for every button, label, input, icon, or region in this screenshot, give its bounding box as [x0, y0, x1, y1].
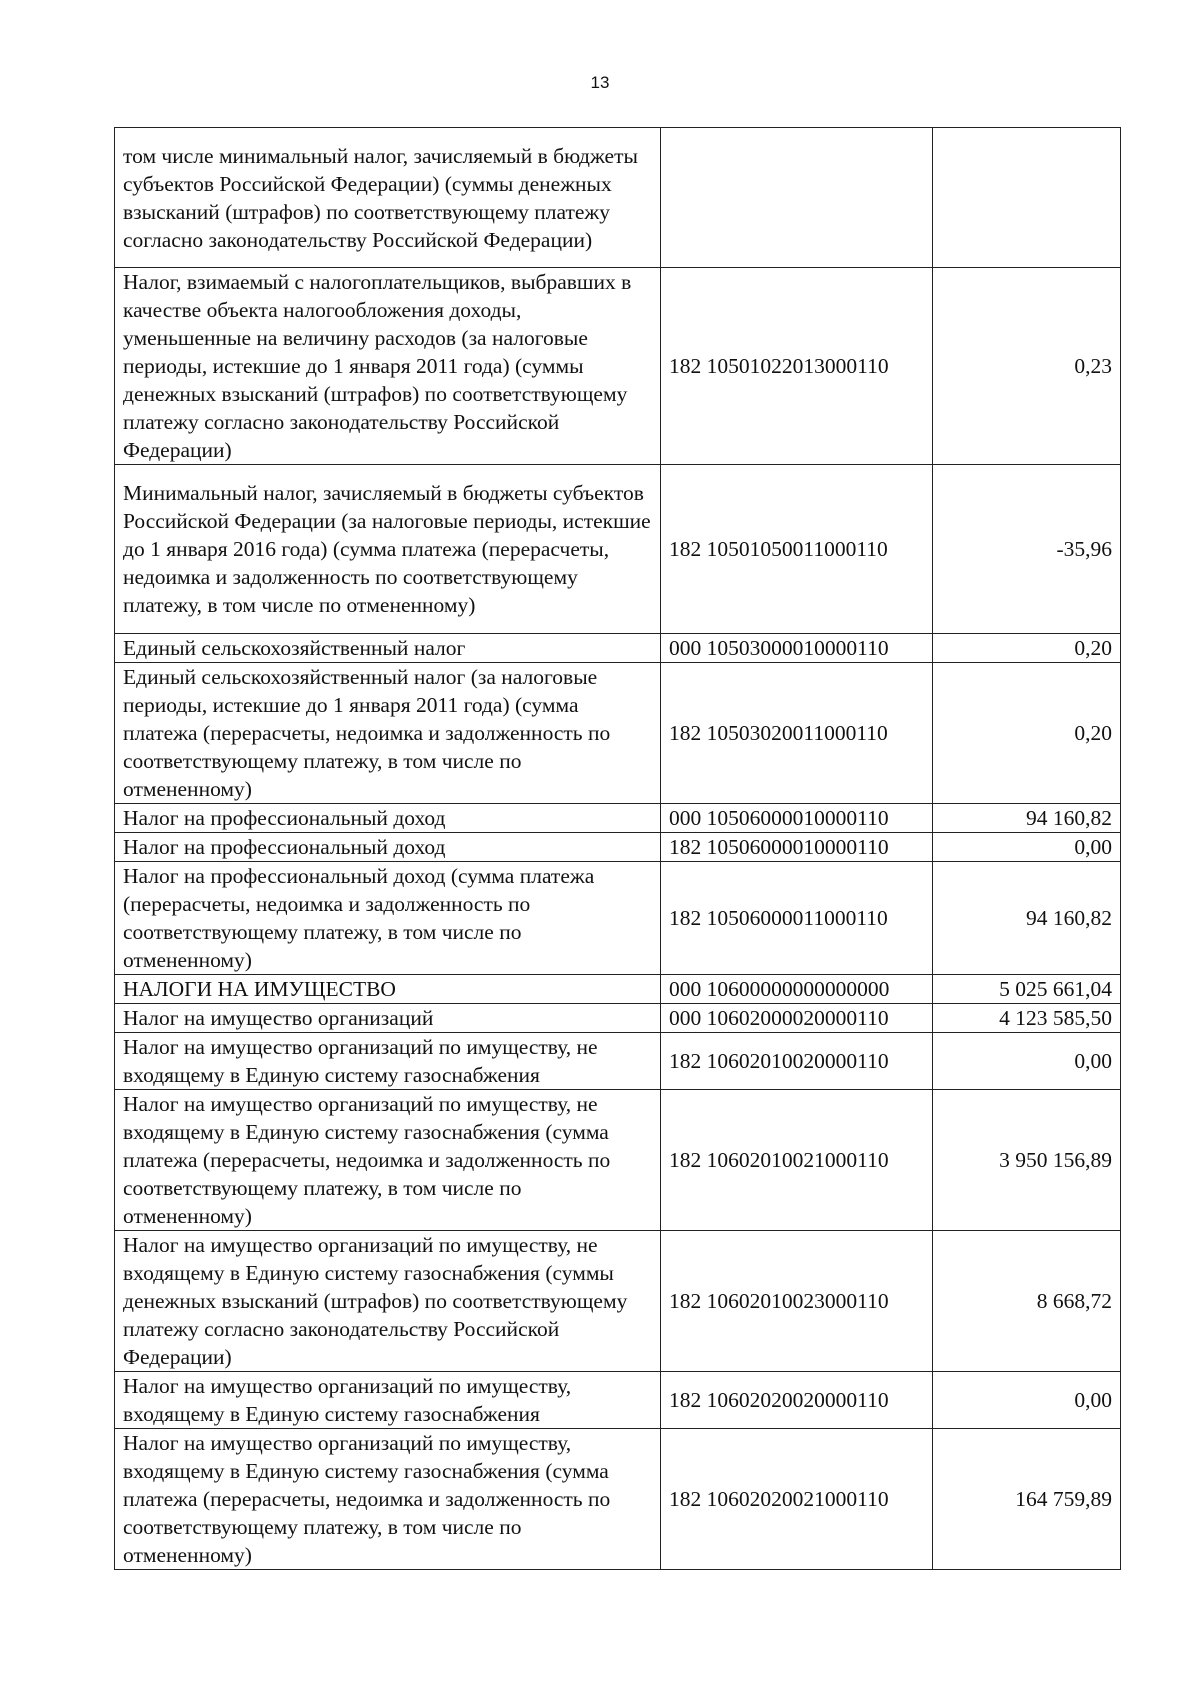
- table-row: [115, 1429, 1121, 1570]
- row-name-cell: Налог на имущество организаций по имуществу, входящему в Единую систему газоснабжения: [115, 1372, 661, 1429]
- row-code-cell: 000 10506000010000110: [661, 804, 933, 833]
- table-row: [115, 128, 1121, 268]
- row-amount-cell: 0,00: [933, 833, 1121, 862]
- row-amount-cell: 0,00: [933, 1372, 1121, 1429]
- row-name-cell: Налог на профессиональный доход (сумма платежа (перерасчеты, недоимка и задолженность по соответствующему платежу, в том числе по отмененному): [115, 862, 661, 975]
- row-name-cell: Налог на профессиональный доход: [115, 833, 661, 862]
- row-amount-cell: 0,00: [933, 1033, 1121, 1090]
- row-name-cell: том числе минимальный налог, зачисляемый в бюджеты субъектов Российской Федерации) (суммы денежных взысканий (штрафов) по соответствующему платежу согласно законодательству Российской Федерации): [115, 128, 661, 268]
- page-number: 13: [590, 73, 610, 92]
- row-name-cell: Налог на профессиональный доход: [115, 804, 661, 833]
- row-amount-cell: 164 759,89: [933, 1429, 1121, 1570]
- row-name-cell: Единый сельскохозяйственный налог (за налоговые периоды, истекшие до 1 января 2011 года) (сумма платежа (перерасчеты, недоимка и задолженность по соответствующему платежу, в том числе по отмененному): [115, 663, 661, 804]
- row-amount-cell: -35,96: [933, 465, 1121, 634]
- row-code-cell: 000 10600000000000000: [661, 975, 933, 1004]
- row-amount-cell: 4 123 585,50: [933, 1004, 1121, 1033]
- table-row: [115, 1033, 1121, 1090]
- table-row: [115, 1090, 1121, 1231]
- row-code-cell: 182 10501022013000110: [661, 268, 933, 465]
- row-name-cell: Минимальный налог, зачисляемый в бюджеты субъектов Российской Федерации (за налоговые периоды, истекшие до 1 января 2016 года) (сумма платежа (перерасчеты, недоимка и задолженность по соответствующему платежу, в том числе по отмененному): [115, 465, 661, 634]
- row-code-cell: 182 10602010021000110: [661, 1090, 933, 1231]
- row-name-cell: НАЛОГИ НА ИМУЩЕСТВО: [115, 975, 661, 1004]
- row-name-cell: Налог, взимаемый с налогоплательщиков, выбравших в качестве объекта налогообложения доходы, уменьшенные на величину расходов (за налоговые периоды, истекшие до 1 января 2011 года) (суммы денежных взысканий (штрафов) по соответствующему платежу согласно законодательству Российской Федерации): [115, 268, 661, 465]
- table-row: [115, 975, 1121, 1004]
- table-row: [115, 833, 1121, 862]
- row-name-cell: Налог на имущество организаций по имуществу, не входящему в Единую систему газоснабжения (суммы денежных взысканий (штрафов) по соответствующему платежу согласно законодательству Российской Федерации): [115, 1231, 661, 1372]
- row-code-cell: [661, 128, 933, 268]
- row-amount-cell: 5 025 661,04: [933, 975, 1121, 1004]
- row-amount-cell: 0,20: [933, 634, 1121, 663]
- row-amount-cell: 94 160,82: [933, 862, 1121, 975]
- row-name-cell: Налог на имущество организаций по имуществу, не входящему в Единую систему газоснабжения (сумма платежа (перерасчеты, недоимка и задолженность по соответствующему платежу, в том числе по отмененному): [115, 1090, 661, 1231]
- row-code-cell: 182 10503020011000110: [661, 663, 933, 804]
- row-name-cell: Налог на имущество организаций по имуществу, входящему в Единую систему газоснабжения (сумма платежа (перерасчеты, недоимка и задолженность по соответствующему платежу, в том числе по отмененному): [115, 1429, 661, 1570]
- row-code-cell: 182 10602010023000110: [661, 1231, 933, 1372]
- row-name-cell: Единый сельскохозяйственный налог: [115, 634, 661, 663]
- row-amount-cell: [933, 128, 1121, 268]
- row-amount-cell: 0,20: [933, 663, 1121, 804]
- table-row: [115, 862, 1121, 975]
- row-name-cell: Налог на имущество организаций по имуществу, не входящему в Единую систему газоснабжения: [115, 1033, 661, 1090]
- table-row: [115, 1231, 1121, 1372]
- row-code-cell: 182 10506000011000110: [661, 862, 933, 975]
- table-row: [115, 465, 1121, 634]
- row-code-cell: 182 10602020021000110: [661, 1429, 933, 1570]
- row-code-cell: 182 10506000010000110: [661, 833, 933, 862]
- row-code-cell: 182 10602020020000110: [661, 1372, 933, 1429]
- table-row: [115, 804, 1121, 833]
- table-row: [115, 634, 1121, 663]
- table-row: [115, 268, 1121, 465]
- row-amount-cell: 8 668,72: [933, 1231, 1121, 1372]
- row-amount-cell: 3 950 156,89: [933, 1090, 1121, 1231]
- table-row: [115, 663, 1121, 804]
- row-amount-cell: 94 160,82: [933, 804, 1121, 833]
- row-amount-cell: 0,23: [933, 268, 1121, 465]
- row-code-cell: 182 10501050011000110: [661, 465, 933, 634]
- revenue-table: [114, 127, 1121, 1570]
- table-row: [115, 1004, 1121, 1033]
- row-code-cell: 182 10602010020000110: [661, 1033, 933, 1090]
- row-code-cell: 000 10503000010000110: [661, 634, 933, 663]
- row-code-cell: 000 10602000020000110: [661, 1004, 933, 1033]
- table-row: [115, 1372, 1121, 1429]
- row-name-cell: Налог на имущество организаций: [115, 1004, 661, 1033]
